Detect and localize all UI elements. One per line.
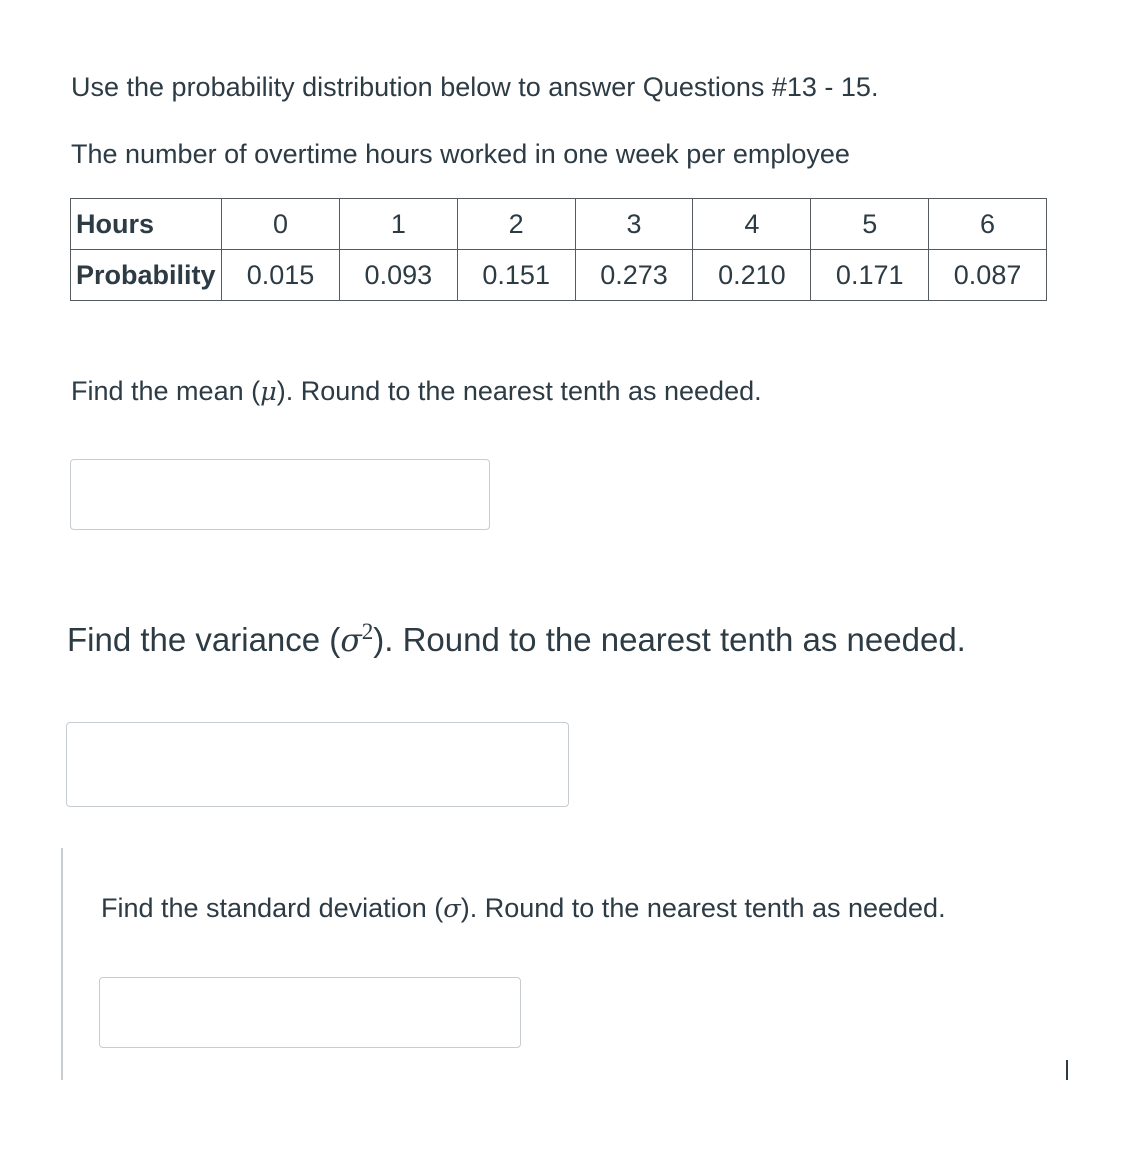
squared-exponent: 2 — [361, 618, 374, 644]
probability-cell: 0.015 — [222, 250, 340, 301]
hours-row-header: Hours — [71, 199, 222, 250]
probability-row-header: Probability — [71, 250, 222, 301]
hours-cell: 4 — [693, 199, 811, 250]
mean-answer-input[interactable] — [70, 459, 490, 530]
hours-row — [71, 199, 1047, 250]
probability-cell: 0.273 — [575, 250, 693, 301]
hours-cell: 6 — [929, 199, 1047, 250]
hours-cell: 0 — [222, 199, 340, 250]
hours-cell: 5 — [811, 199, 929, 250]
mean-question-suffix: ). Round to the nearest tenth as needed. — [276, 376, 762, 406]
mean-question-prefix: Find the mean ( — [71, 376, 261, 406]
probability-cell: 0.210 — [693, 250, 811, 301]
mu-symbol: μ — [260, 377, 277, 407]
probability-cell: 0.151 — [457, 250, 575, 301]
mean-question — [71, 374, 762, 409]
intro-text: Use the probability distribution below to answer Questions #13 - 15. — [71, 72, 879, 102]
variance-question-prefix: Find the variance ( — [67, 621, 341, 658]
sd-question-suffix: ). Round to the nearest tenth as needed. — [460, 893, 946, 923]
hours-cell: 2 — [457, 199, 575, 250]
sd-question-prefix: Find the standard deviation ( — [101, 893, 444, 923]
probability-cell: 0.093 — [339, 250, 457, 301]
sd-answer-input[interactable] — [99, 977, 521, 1048]
variance-question-suffix: ). Round to the nearest tenth as needed. — [373, 621, 966, 658]
probability-distribution-table — [70, 198, 1047, 301]
probability-row — [71, 250, 1047, 301]
left-divider — [61, 848, 63, 1080]
variance-question — [67, 620, 966, 661]
sd-question — [101, 891, 946, 926]
probability-cell: 0.087 — [929, 250, 1047, 301]
table-caption: The number of overtime hours worked in one week per employee — [71, 139, 850, 169]
sigma-symbol: σ — [443, 894, 461, 924]
sigma-symbol: σ — [340, 623, 362, 659]
variance-answer-input[interactable] — [66, 722, 569, 807]
hours-cell: 1 — [339, 199, 457, 250]
text-cursor — [1066, 1060, 1068, 1080]
probability-cell: 0.171 — [811, 250, 929, 301]
hours-cell: 3 — [575, 199, 693, 250]
